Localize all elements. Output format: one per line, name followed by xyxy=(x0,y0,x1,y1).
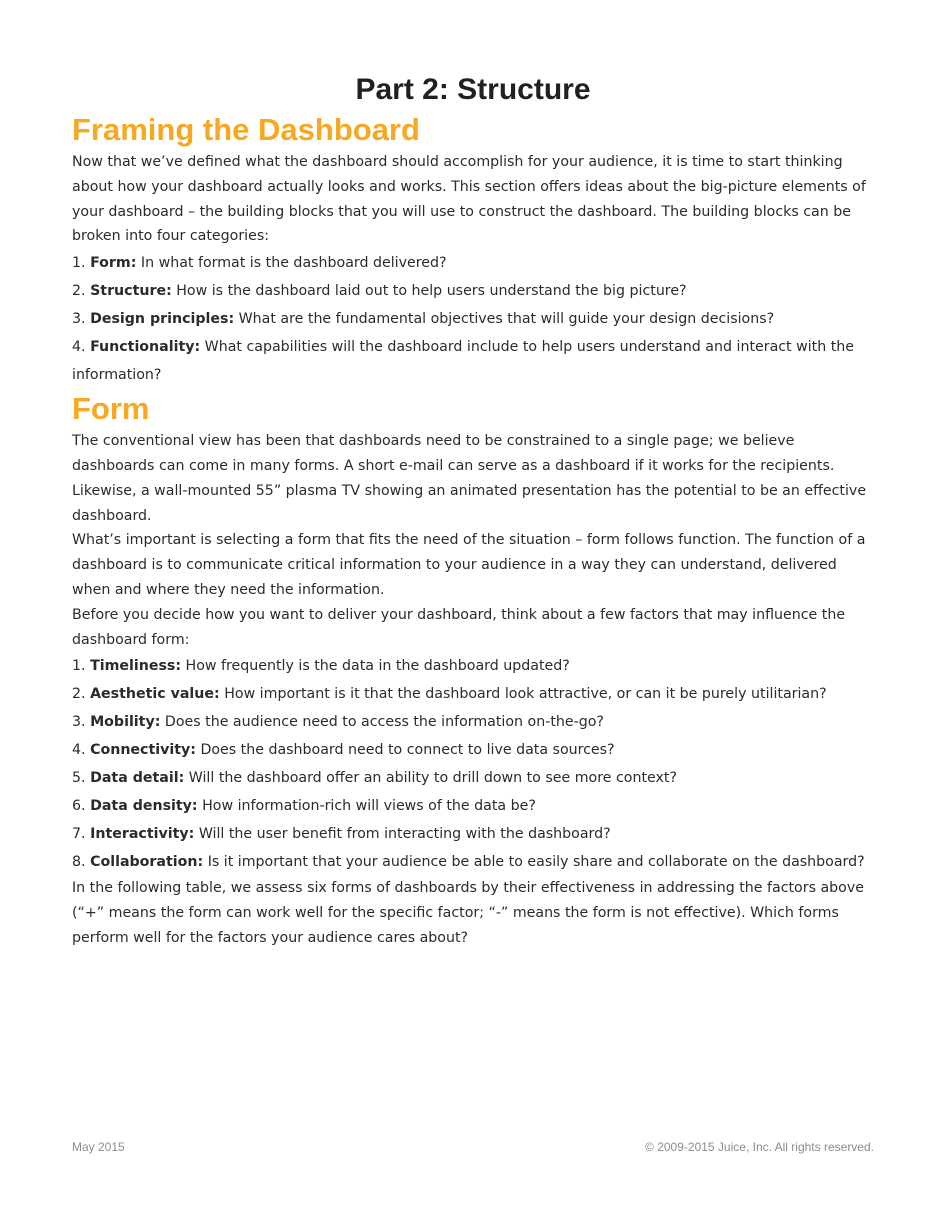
list-item: 3. Design principles: What are the fundamental objectives that will guide your design decisions? xyxy=(72,311,775,328)
part-title: Part 2: Structure xyxy=(355,73,591,106)
list-item: 4. Connectivity: Does the dashboard need to connect to live data sources? xyxy=(72,742,615,759)
framing-heading: Framing the Dashboard xyxy=(72,112,420,147)
building-blocks-list xyxy=(72,249,874,389)
page-footer xyxy=(72,1140,874,1154)
list-item: 1. Form: In what format is the dashboard delivered? xyxy=(72,255,447,272)
list-item: 8. Collaboration: Is it important that your audience be able to easily share and collaborate on the dashboard? xyxy=(72,854,865,871)
form-heading: Form xyxy=(72,391,150,427)
footer-date: May 2015 xyxy=(72,1140,125,1154)
list-item: 6. Data density: How information-rich will views of the data be? xyxy=(72,798,536,815)
footer-copyright: © 2009-2015 Juice, Inc. All rights reserved. xyxy=(645,1140,874,1154)
list-item: 2. Aesthetic value: How important is it that the dashboard look attractive, or can it be purely utilitarian? xyxy=(72,686,827,703)
list-item: 5. Data detail: Will the dashboard offer an ability to drill down to see more context? xyxy=(72,770,677,787)
list-item: 7. Interactivity: Will the user benefit from interacting with the dashboard? xyxy=(72,826,611,843)
document-page xyxy=(72,0,874,951)
form-paragraph-1: The conventional view has been that dashboards need to be constrained to a single page; we believe dashboards can come in many forms. A short e-mail can serve as a dashboard if it works for the recipients. Likewise, a wall-mounted 55” plasma TV showing an animated presentation has the potential to be an effective dashboard. xyxy=(72,433,867,524)
table-intro-paragraph: In the following table, we assess six forms of dashboards by their effectiveness in addressing the factors above (“+” means the form can work well for the specific factor; “-” means the form is not effective). Which forms perform well for the factors your audience cares about? xyxy=(72,880,864,946)
list-item: 4. Functionality: What capabilities will the dashboard include to help users understand and interact with the information? xyxy=(72,339,855,384)
list-item: 3. Mobility: Does the audience need to access the information on-the-go? xyxy=(72,714,604,731)
form-paragraph-3: Before you decide how you want to deliver your dashboard, think about a few factors that may influence the dashboard form: xyxy=(72,606,846,648)
form-paragraph-2: What’s important is selecting a form that fits the need of the situation – form follows function. The function of a dashboard is to communicate critical information to your audience in a way they can understand, delivered when and where they need the information. xyxy=(72,532,866,598)
list-item: 2. Structure: How is the dashboard laid out to help users understand the big picture? xyxy=(72,283,687,300)
list-item: 1. Timeliness: How frequently is the data in the dashboard updated? xyxy=(72,658,570,675)
framing-intro: Now that we’ve defined what the dashboard should accomplish for your audience, it is time to start thinking about how your dashboard actually looks and works. This section offers ideas about the big-picture elements of your dashboard – the building blocks that you will use to construct the dashboard. The building blocks can be broken into four categories: xyxy=(72,154,866,245)
form-factors-list xyxy=(72,652,874,876)
